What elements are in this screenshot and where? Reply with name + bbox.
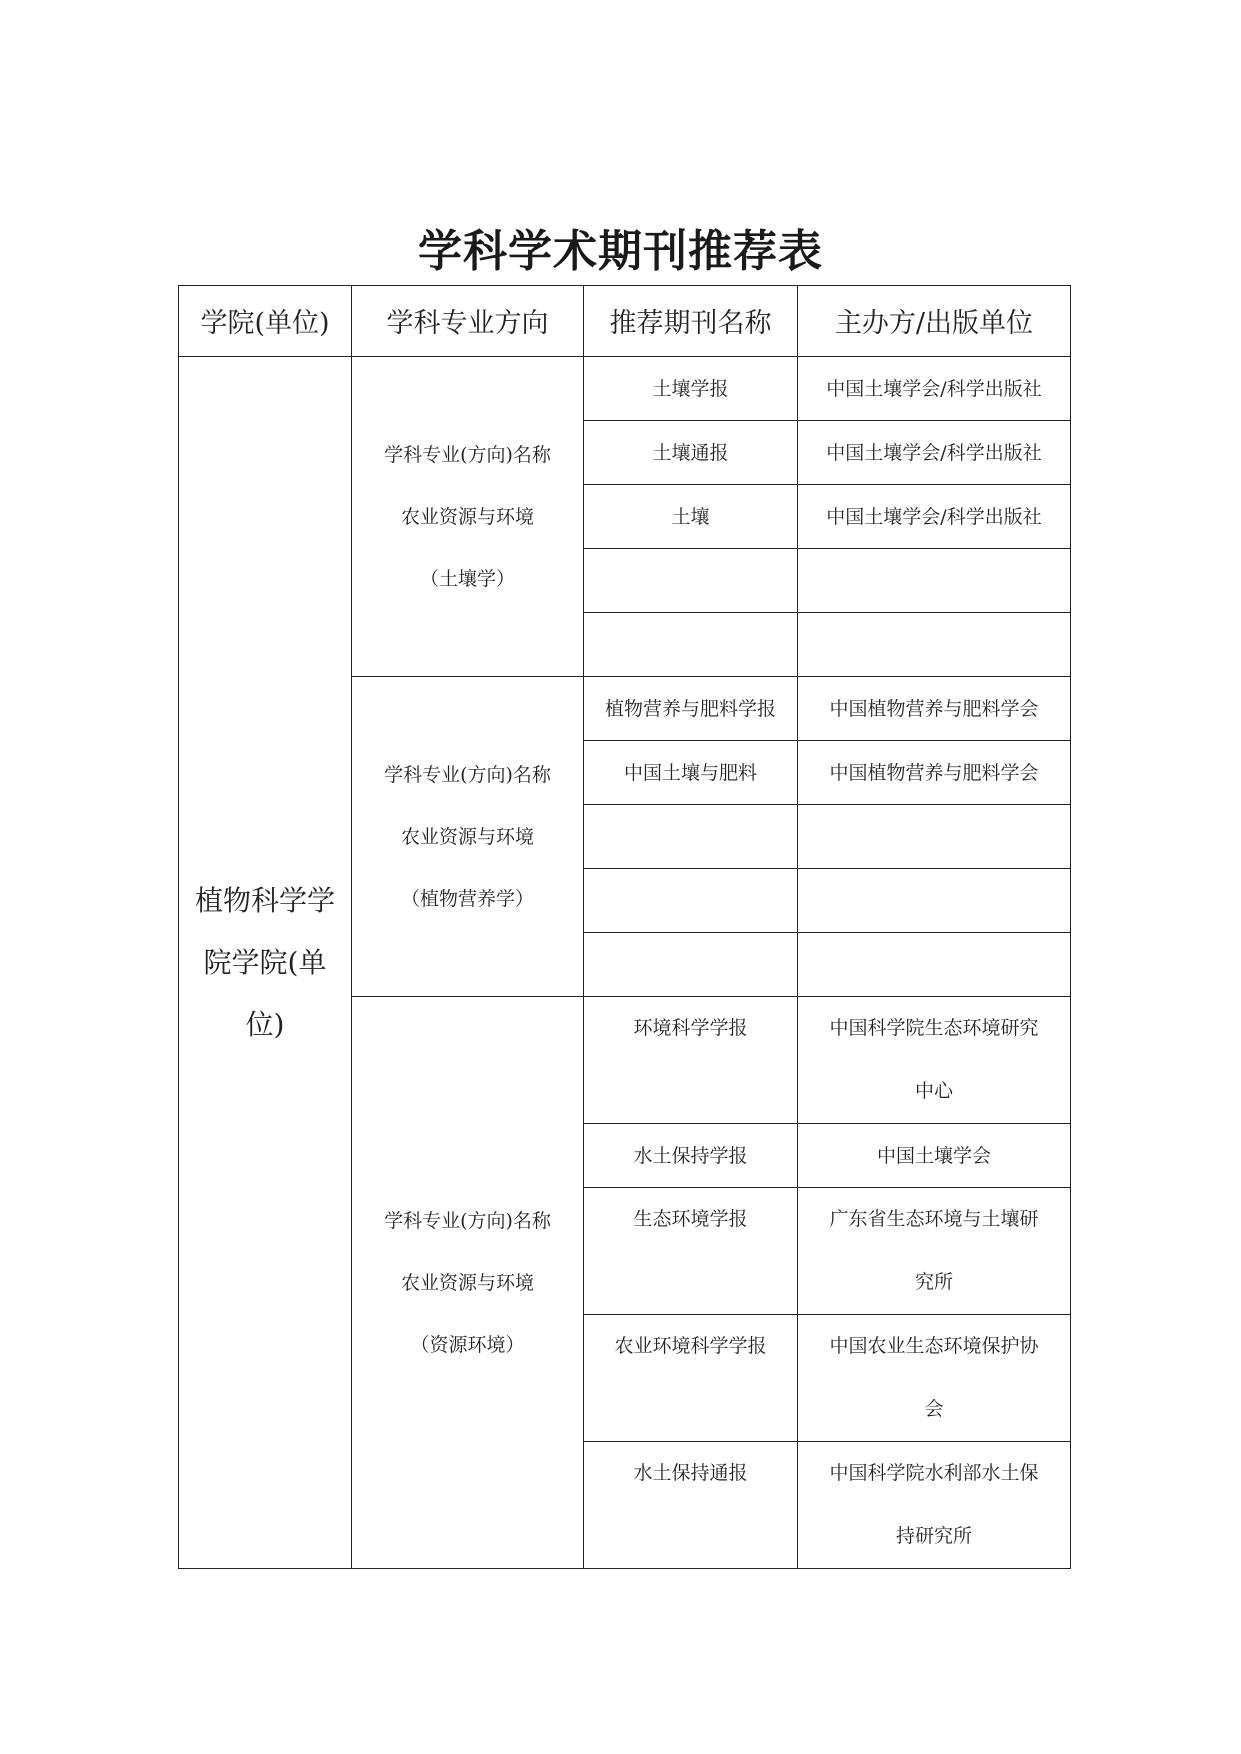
journal-cell: 土壤通报 xyxy=(584,421,798,485)
publisher-cell: 中国科学院水利部水土保 持研究所 xyxy=(798,1442,1071,1569)
header-publisher: 主办方/出版单位 xyxy=(798,286,1071,357)
journal-cell: 水土保持通报 xyxy=(584,1442,798,1569)
publisher-cell xyxy=(798,805,1071,869)
journal-cell: 水土保持学报 xyxy=(584,1124,798,1188)
direction-name: 农业资源与环境 xyxy=(400,505,534,528)
publisher-cell: 中国土壤学会/科学出版社 xyxy=(798,485,1071,549)
journal-cell: 生态环境学报 xyxy=(584,1188,798,1315)
direction-label: 学科专业(方向)名称 xyxy=(384,1209,551,1232)
publisher-cell xyxy=(798,869,1071,933)
publisher-cell xyxy=(798,613,1071,677)
direction-sub: （植物营养学） xyxy=(400,887,534,910)
publisher-cell: 中国土壤学会/科学出版社 xyxy=(798,357,1071,421)
direction-label: 学科专业(方向)名称 xyxy=(384,443,551,466)
publisher-cell: 中国植物营养与肥料学会 xyxy=(798,677,1071,741)
journal-cell: 环境科学学报 xyxy=(584,997,798,1124)
direction-sub: （土壤学） xyxy=(419,567,515,590)
publisher-cell: 中国土壤学会 xyxy=(798,1124,1071,1188)
publisher-cell: 中国土壤学会/科学出版社 xyxy=(798,421,1071,485)
header-direction: 学科专业方向 xyxy=(352,286,584,357)
journal-cell: 土壤学报 xyxy=(584,357,798,421)
department-cell: 植物科学学院学院(单位) xyxy=(179,357,352,1569)
journal-cell xyxy=(584,613,798,677)
journal-cell xyxy=(584,805,798,869)
direction-name: 农业资源与环境 xyxy=(400,825,534,848)
journal-cell: 土壤 xyxy=(584,485,798,549)
publisher-cell: 中国植物营养与肥料学会 xyxy=(798,741,1071,805)
table-row xyxy=(179,357,1071,421)
journal-cell xyxy=(584,933,798,997)
publisher-cell: 广东省生态环境与土壤研 究所 xyxy=(798,1188,1071,1315)
direction-cell xyxy=(352,997,584,1569)
direction-cell xyxy=(352,357,584,677)
publisher-cell: 中国科学院生态环境研究 中心 xyxy=(798,997,1071,1124)
direction-label: 学科专业(方向)名称 xyxy=(384,763,551,786)
journal-cell: 农业环境科学学报 xyxy=(584,1315,798,1442)
direction-name: 农业资源与环境 xyxy=(400,1271,534,1294)
publisher-cell xyxy=(798,933,1071,997)
journal-cell xyxy=(584,869,798,933)
direction-sub: （资源环境） xyxy=(410,1333,525,1356)
direction-cell xyxy=(352,677,584,997)
publisher-cell xyxy=(798,549,1071,613)
header-department: 学院(单位) xyxy=(179,286,352,357)
header-journal: 推荐期刊名称 xyxy=(584,286,798,357)
journal-cell xyxy=(584,549,798,613)
journal-cell: 植物营养与肥料学报 xyxy=(584,677,798,741)
header-row xyxy=(179,286,1071,357)
journal-cell: 中国土壤与肥料 xyxy=(584,741,798,805)
publisher-cell: 中国农业生态环境保护协 会 xyxy=(798,1315,1071,1442)
journal-recommendation-table xyxy=(178,285,1071,1569)
page-title: 学科学术期刊推荐表 xyxy=(418,226,823,277)
